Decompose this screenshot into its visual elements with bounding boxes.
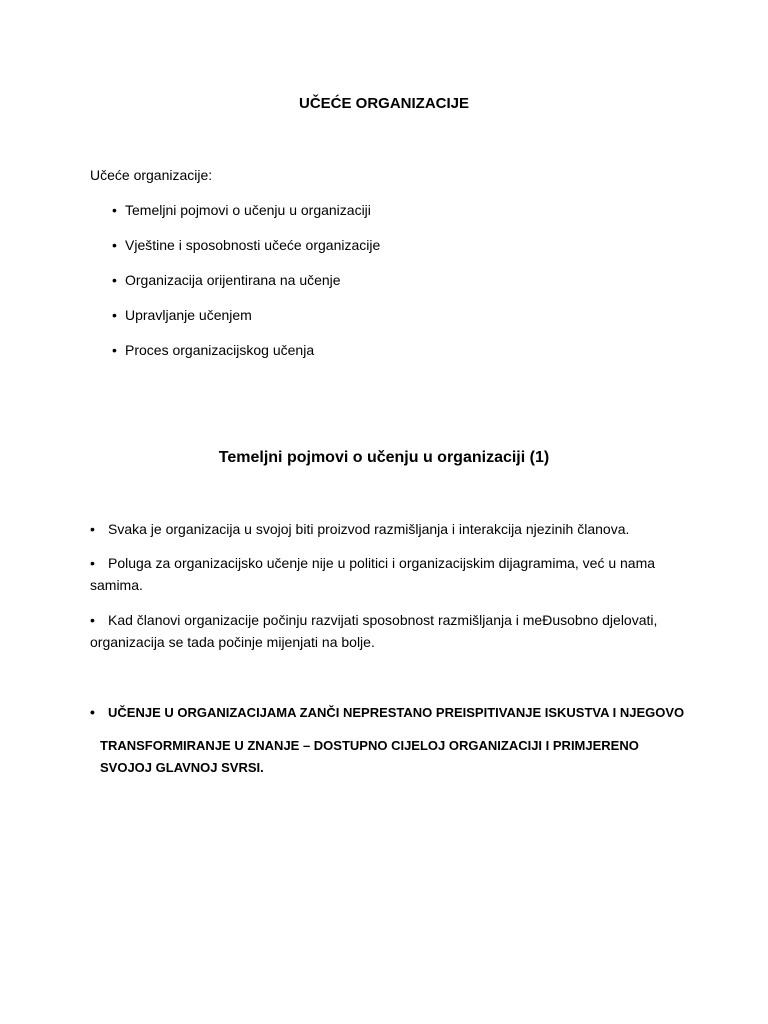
bullet-icon: • bbox=[112, 342, 117, 358]
list-item-text: Vještine i sposobnosti učeće organizacije bbox=[125, 237, 381, 253]
point-paragraph bbox=[90, 518, 670, 540]
bullet-icon: • bbox=[112, 237, 117, 253]
page-title: UČEĆE ORGANIZACIJE bbox=[298, 95, 470, 112]
point-text: Svaka je organizacija u svojoj biti proizvod razmišljanja i interakcija njezinih članova. bbox=[108, 521, 630, 537]
list-item bbox=[112, 236, 380, 271]
list-item bbox=[112, 341, 380, 376]
point-paragraph bbox=[90, 552, 670, 596]
point-text: Poluga za organizacijsko učenje nije u politici i organizacijskim dijagramima, već u nama samima. bbox=[90, 555, 656, 593]
bullet-icon: • bbox=[112, 202, 117, 218]
list-item-text: Temeljni pojmovi o učenju u organizaciji bbox=[125, 202, 371, 218]
bullet-icon: • bbox=[112, 307, 117, 323]
list-item-text: Proces organizacijskog učenja bbox=[125, 342, 315, 358]
bullet-icon: • bbox=[90, 704, 95, 720]
intro-text: Učeće organizacije: bbox=[90, 167, 213, 183]
bullet-icon: • bbox=[90, 555, 95, 571]
emphasis-continuation: TRANSFORMIRANJE U ZNANJE – DOSTUPNO CIJELOJ ORGANIZACIJI I PRIMJERENO SVOJOJ GLAVNOJ SVRSI. bbox=[100, 738, 639, 775]
bullet-icon: • bbox=[90, 612, 95, 628]
list-item bbox=[112, 306, 380, 341]
list-item bbox=[112, 201, 380, 236]
emphasis-line bbox=[90, 701, 684, 724]
topics-list bbox=[112, 201, 380, 376]
point-text: Kad članovi organizacije počinju razvijati sposobnost razmišljanja i meĐusobno djelovati, organizacija se tada počinje mijenjati na bolje. bbox=[90, 612, 658, 650]
bullet-icon: • bbox=[112, 272, 117, 288]
bullet-icon: • bbox=[90, 521, 95, 537]
point-paragraph bbox=[90, 609, 670, 653]
emphasis-text: UČENJE U ORGANIZACIJAMA ZANČI NEPRESTANO PREISPITIVANJE ISKUSTVA I NJEGOVO bbox=[108, 705, 685, 720]
list-item-text: Upravljanje učenjem bbox=[125, 307, 252, 323]
section-title: Temeljni pojmovi o učenju u organizaciji (1) bbox=[218, 449, 550, 466]
list-item bbox=[112, 271, 380, 306]
list-item-text: Organizacija orijentirana na učenje bbox=[125, 272, 341, 288]
